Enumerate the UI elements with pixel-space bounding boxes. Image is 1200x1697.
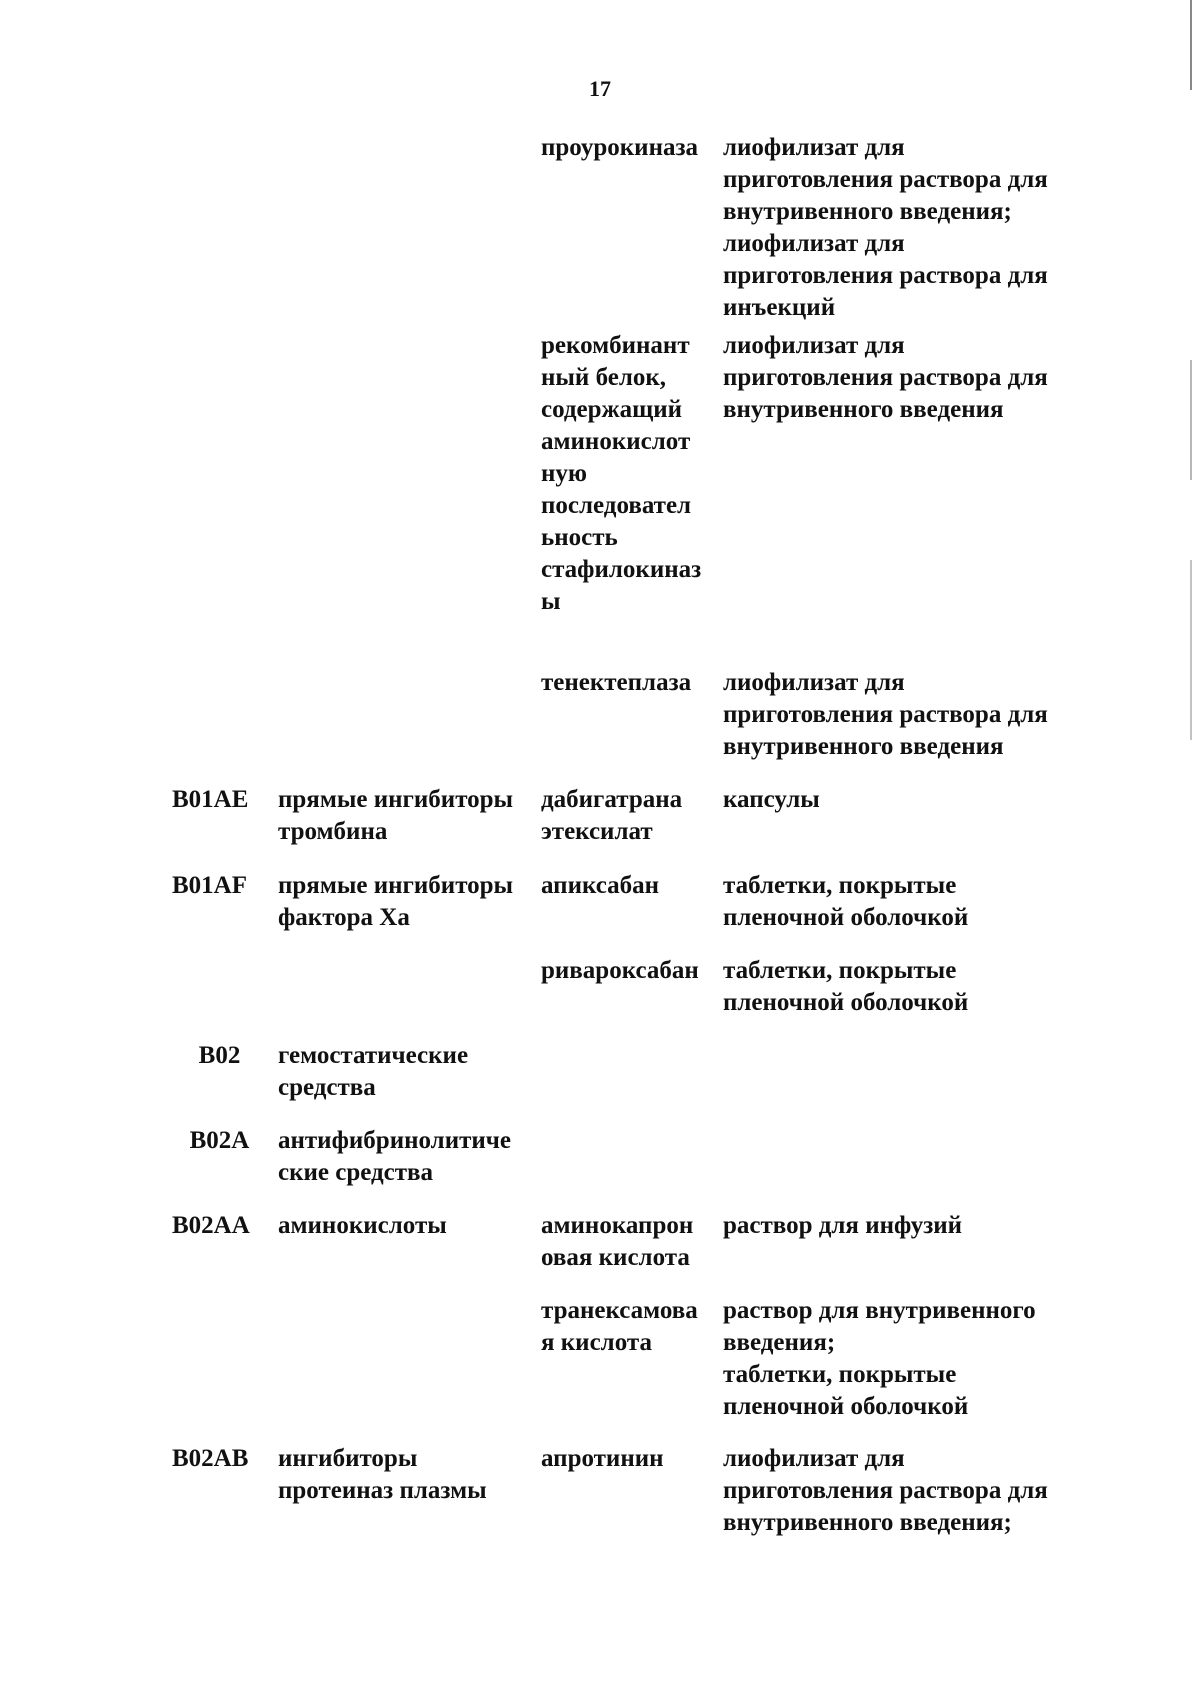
group-name: гемостатические средства	[278, 1042, 469, 1101]
dosage-form: лиофилизат для приготовления раствора для внутривенного введения	[723, 669, 1048, 760]
drug-name: рекомбинант ный белок, содержащий аминокислот ную последовател ьность стафилокиназ ы	[541, 332, 702, 615]
dosage-form: лиофилизат для приготовления раствора для внутривенного введения;	[723, 1445, 1048, 1536]
drug-name: транексамова я кислота	[541, 1297, 698, 1356]
scan-edge-line	[1190, 0, 1192, 90]
atc-code: B02AB	[172, 1445, 249, 1472]
scan-edge-line	[1190, 560, 1192, 740]
atc-code: B02	[198, 1042, 241, 1069]
group-name: прямые ингибиторы фактора Xa	[278, 872, 514, 931]
dosage-form: лиофилизат для приготовления раствора для внутривенного введения	[723, 332, 1048, 423]
atc-code: B01AF	[172, 872, 247, 899]
dosage-form: капсулы	[723, 786, 820, 813]
drug-name: дабигатрана этексилат	[541, 786, 683, 845]
group-name: ингибиторы протеиназ плазмы	[278, 1445, 487, 1504]
group-name: прямые ингибиторы тромбина	[278, 786, 514, 845]
scan-edge-line	[1190, 360, 1192, 480]
dosage-form: таблетки, покрытые пленочной оболочкой	[723, 957, 969, 1016]
drug-name: проурокиназа	[541, 134, 699, 161]
dosage-form: раствор для внутривенного введения; таблетки, покрытые пленочной оболочкой	[723, 1297, 1036, 1420]
drug-name: ривароксабан	[541, 957, 699, 984]
atc-code: B02AA	[172, 1212, 250, 1239]
drug-name: тенектеплаза	[541, 669, 692, 696]
group-name: антифибринолитиче ские средства	[278, 1127, 511, 1186]
drug-name: апиксабан	[541, 872, 660, 899]
dosage-form: лиофилизат для приготовления раствора для внутривенного введения; лиофилизат для приготовления раствора для инъекций	[723, 134, 1048, 321]
group-name: аминокислоты	[278, 1212, 447, 1239]
drug-name: аминокапрон овая кислота	[541, 1212, 694, 1271]
page-number: 17	[589, 76, 611, 101]
atc-code: B02A	[189, 1127, 250, 1154]
atc-code: B01AE	[172, 786, 249, 813]
drug-name: апротинин	[541, 1445, 664, 1472]
dosage-form: таблетки, покрытые пленочной оболочкой	[723, 872, 969, 931]
dosage-form: раствор для инфузий	[723, 1212, 963, 1239]
